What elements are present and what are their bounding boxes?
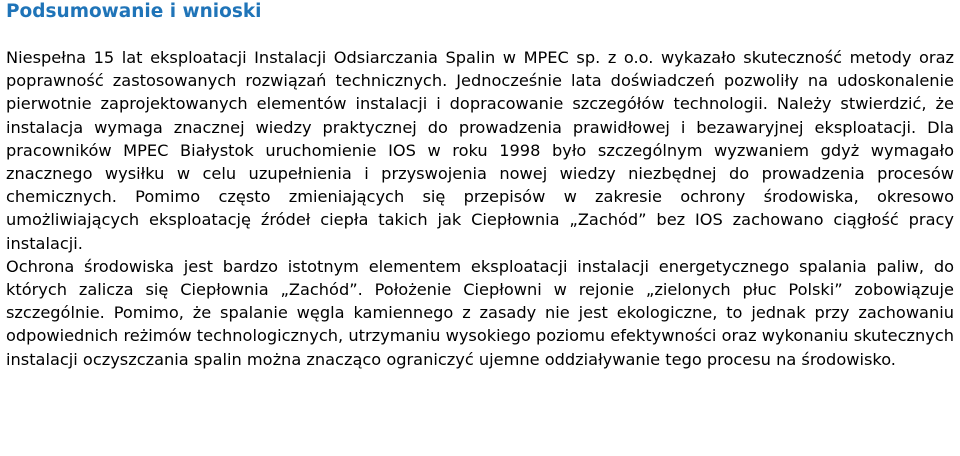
- sentence: Pomimo, że spalanie węgla kamiennego z zasady nie jest ekologiczne, to jednak przy zachowaniu odpowiednich reżimów technologicznych, utrzymaniu wysokiego poziomu efektywności oraz wykonaniu skutecznych instalacji oczyszczania spalin można znacząco ograniczyć ujemne oddziaływanie tego procesu na środowisko.: [6, 303, 954, 369]
- sentence: Pomimo często zmieniających się przepisów w zakresie ochrony środowiska, okresowo umożliwiających eksploatację źródeł ciepła takich jak Ciepłownia „Zachód” bez IOS zachowano ciągłość pracy instalacji.: [6, 187, 954, 253]
- sentence: Należy stwierdzić, że instalacja wymaga znacznej wiedzy praktycznej do prowadzenia prawidłowej i bezawaryjnej eksploatacji.: [6, 94, 954, 137]
- sentence: Jednocześnie lata doświadczeń pozwoliły na udoskonalenie pierwotnie zaprojektowanych elementów instalacji i dopracowanie szczegółów technologii.: [6, 71, 954, 114]
- sentence: Dla pracowników MPEC Białystok uruchomienie IOS w roku 1998 było szczególnym wyzwaniem gdyż wymagało znacznego wysiłku w celu uzupełnienia i przyswojenia nowej wiedzy niezbędnej do prowadzenia procesów chemicznych.: [6, 117, 954, 207]
- paragraph-summary: [6, 46, 954, 255]
- section-heading: Podsumowanie i wnioski: [6, 1, 262, 22]
- sentence: Ochrona środowiska jest bardzo istotnym elementem eksploatacji instalacji energetycznego spalania paliw, do których zalicza się Ciepłownia „Zachód”.: [6, 256, 954, 300]
- paragraph-environment: [6, 255, 954, 371]
- document-body: [6, 46, 954, 371]
- sentence: Położenie Ciepłowni w rejonie „zielonych płuc Polski” zobowiązuje szczególnie.: [6, 280, 954, 323]
- sentence: Niespełna 15 lat eksploatacji Instalacji Odsiarczania Spalin w MPEC sp. z o.o. wykazało skuteczność metody oraz poprawność zastosowanych rozwiązań technicznych.: [6, 48, 954, 91]
